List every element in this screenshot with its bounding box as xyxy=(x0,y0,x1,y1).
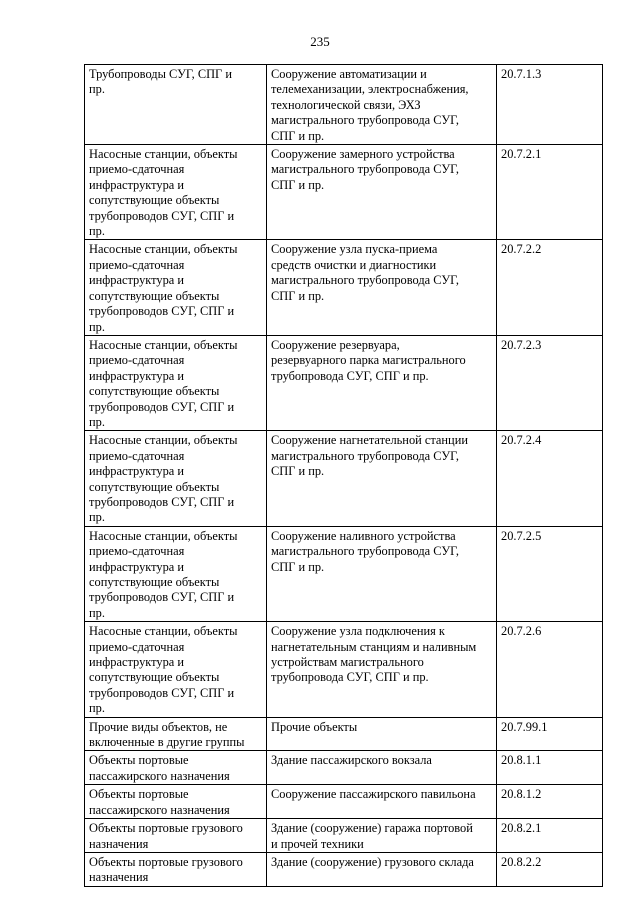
object-type-cell: Здание (сооружение) гаража портовой и прочей техники xyxy=(267,819,497,853)
object-group-cell: Насосные станции, объекты приемо-сдаточная инфраструктура и сопутствующие объекты трубопроводов СУГ, СПГ и пр. xyxy=(85,240,267,335)
object-type-cell: Здание (сооружение) грузового склада xyxy=(267,852,497,886)
object-group-cell: Объекты портовые пассажирского назначения xyxy=(85,785,267,819)
code-cell: 20.7.2.3 xyxy=(497,335,603,430)
object-type-cell: Сооружение узла пуска-приема средств очистки и диагностики магистрального трубопровода СУГ, СПГ и пр. xyxy=(267,240,497,335)
page-number: 235 xyxy=(310,34,330,49)
object-group-cell: Прочие виды объектов, не включенные в другие группы xyxy=(85,717,267,751)
table-row xyxy=(85,751,603,785)
object-group-cell: Объекты портовые грузового назначения xyxy=(85,819,267,853)
code-cell: 20.7.2.6 xyxy=(497,622,603,717)
table-row xyxy=(85,819,603,853)
code-cell: 20.7.2.1 xyxy=(497,145,603,240)
code-cell: 20.8.2.1 xyxy=(497,819,603,853)
object-type-cell: Сооружение узла подключения к нагнетательным станциям и наливным устройствам магистрального трубопровода СУГ, СПГ и пр. xyxy=(267,622,497,717)
table-row xyxy=(85,240,603,335)
object-group-cell: Трубопроводы СУГ, СПГ и пр. xyxy=(85,65,267,145)
object-group-cell: Насосные станции, объекты приемо-сдаточная инфраструктура и сопутствующие объекты трубопроводов СУГ, СПГ и пр. xyxy=(85,145,267,240)
object-type-cell: Сооружение резервуара, резервуарного парка магистрального трубопровода СУГ, СПГ и пр. xyxy=(267,335,497,430)
table-row xyxy=(85,65,603,145)
object-group-cell: Насосные станции, объекты приемо-сдаточная инфраструктура и сопутствующие объекты трубопроводов СУГ, СПГ и пр. xyxy=(85,335,267,430)
object-group-cell: Насосные станции, объекты приемо-сдаточная инфраструктура и сопутствующие объекты трубопроводов СУГ, СПГ и пр. xyxy=(85,431,267,526)
object-group-cell: Объекты портовые пассажирского назначения xyxy=(85,751,267,785)
object-group-cell: Насосные станции, объекты приемо-сдаточная инфраструктура и сопутствующие объекты трубопроводов СУГ, СПГ и пр. xyxy=(85,622,267,717)
object-type-cell: Сооружение нагнетательной станции магистрального трубопровода СУГ, СПГ и пр. xyxy=(267,431,497,526)
classification-table xyxy=(84,64,603,887)
code-cell: 20.7.2.5 xyxy=(497,526,603,621)
code-cell: 20.8.2.2 xyxy=(497,852,603,886)
code-cell: 20.8.1.1 xyxy=(497,751,603,785)
object-type-cell: Сооружение наливного устройства магистрального трубопровода СУГ, СПГ и пр. xyxy=(267,526,497,621)
object-type-cell: Здание пассажирского вокзала xyxy=(267,751,497,785)
table-row xyxy=(85,526,603,621)
object-group-cell: Насосные станции, объекты приемо-сдаточная инфраструктура и сопутствующие объекты трубопроводов СУГ, СПГ и пр. xyxy=(85,526,267,621)
table-row xyxy=(85,852,603,886)
object-type-cell: Прочие объекты xyxy=(267,717,497,751)
table-row xyxy=(85,622,603,717)
table-row xyxy=(85,785,603,819)
object-type-cell: Сооружение пассажирского павильона xyxy=(267,785,497,819)
object-type-cell: Сооружение замерного устройства магистрального трубопровода СУГ, СПГ и пр. xyxy=(267,145,497,240)
code-cell: 20.7.2.2 xyxy=(497,240,603,335)
object-type-cell: Сооружение автоматизации и телемеханизации, электроснабжения, технологической связи, ЭХЗ магистрального трубопровода СУГ, СПГ и пр. xyxy=(267,65,497,145)
object-group-cell: Объекты портовые грузового назначения xyxy=(85,852,267,886)
table-row xyxy=(85,717,603,751)
code-cell: 20.7.2.4 xyxy=(497,431,603,526)
table-row xyxy=(85,145,603,240)
table-row xyxy=(85,335,603,430)
code-cell: 20.7.1.3 xyxy=(497,65,603,145)
code-cell: 20.7.99.1 xyxy=(497,717,603,751)
code-cell: 20.8.1.2 xyxy=(497,785,603,819)
table-row xyxy=(85,431,603,526)
